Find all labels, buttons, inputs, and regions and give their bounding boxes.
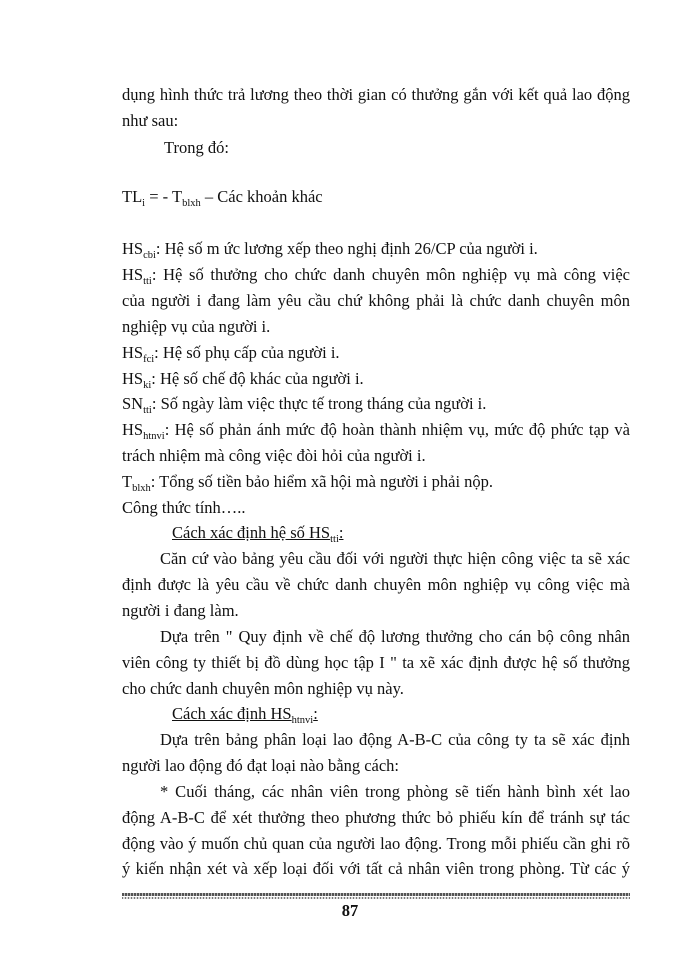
paragraph-line: trách nhiệm mà công việc đòi hỏi của người i. <box>122 446 426 465</box>
paragraph-line: dụng hình thức trả lương theo thời gian có thưởng gắn với kết quả lao động <box>122 85 630 104</box>
paragraph-line: Dựa trên " Quy định về chế độ lương thưởng cho cán bộ công nhân <box>160 627 630 646</box>
paragraph-line: định được là yêu cầu về chức danh chuyên môn nghiệp vụ công việc mà <box>122 575 630 594</box>
definition-hs-ki: $HS_{ki}$: Hệ số chế độ khác của người i. <box>122 369 364 391</box>
paragraph-line: động A-B-C để xét thưởng theo phương thức bỏ phiếu kín để tránh sự tác <box>122 808 630 827</box>
definition-hs-fci: $HS_{fci}$: Hệ số phụ cấp của người i. <box>122 343 340 365</box>
heading-hs-tti: Cách xác định hệ số $HS_{tti}$: <box>172 523 344 545</box>
paragraph-line: * Cuối tháng, các nhân viên trong phòng sẽ tiến hành bình xét lao <box>160 782 630 801</box>
formula-tl: $TL_i$ = - $T_{blxh}$ – Các khoản khác <box>122 187 323 209</box>
definition-hs-cbi: $HS_{cbi}$: Hệ số m ức lương xếp theo nghị định 26/CP của người i. <box>122 239 538 261</box>
footer-rule <box>122 893 630 896</box>
paragraph-line: của người i đang làm yêu cầu chứ không phải là chức danh chuyên môn <box>122 291 630 310</box>
footer-rule-inner <box>122 897 630 899</box>
paragraph-line: Căn cứ vào bảng yêu cầu đối với người thực hiện công việc ta sẽ xác <box>160 549 630 568</box>
definition-hs-htnvi: $HS_{htnvi}$: Hệ số phản ánh mức độ hoàn thành nhiệm vụ, mức độ phức tạp và <box>122 420 630 442</box>
page-number: 87 <box>341 901 359 920</box>
paragraph-line: Dựa trên bảng phân loại lao động A-B-C của công ty ta sẽ xác định <box>160 730 630 749</box>
paragraph-line: cho chức danh chuyên môn nghiệp vụ này. <box>122 679 404 698</box>
paragraph-line: như sau: <box>122 111 179 130</box>
paragraph-line: viên công ty thiết bị đồ dùng học tập I " ta xẽ xác định được hệ số thưởng <box>122 653 630 672</box>
paragraph-line: nghiệp vụ của người i. <box>122 317 271 336</box>
paragraph-line: động vào ý muốn chủ quan của người lao động. Trong mỗi phiếu cần ghi rõ <box>122 834 630 853</box>
definition-hs-tti: $HS_{tti}$: Hệ số thưởng cho chức danh chuyên môn nghiệp vụ mà công việc <box>122 265 630 287</box>
paragraph-line: Công thức tính….. <box>122 498 246 517</box>
definition-sn-tti: $SN_{tti}$: Số ngày làm việc thực tế trong tháng của người i. <box>122 394 487 416</box>
definition-t-blxh: $T_{blxh}$: Tổng số tiền bảo hiểm xã hội mà người i phải nộp. <box>122 472 494 494</box>
paragraph-line: người lao động đó đạt loại nào bằng cách: <box>122 756 400 775</box>
paragraph-line: người i đang làm. <box>122 601 239 620</box>
heading-hs-htnvi: Cách xác định $HS_{htnvi}$: <box>172 704 318 726</box>
paragraph-line: ý kiến nhận xét và xếp loại đối với tất cả nhân viên trong phòng. Từ các ý <box>122 859 630 878</box>
label-trong-do: Trong đó: <box>164 138 229 157</box>
